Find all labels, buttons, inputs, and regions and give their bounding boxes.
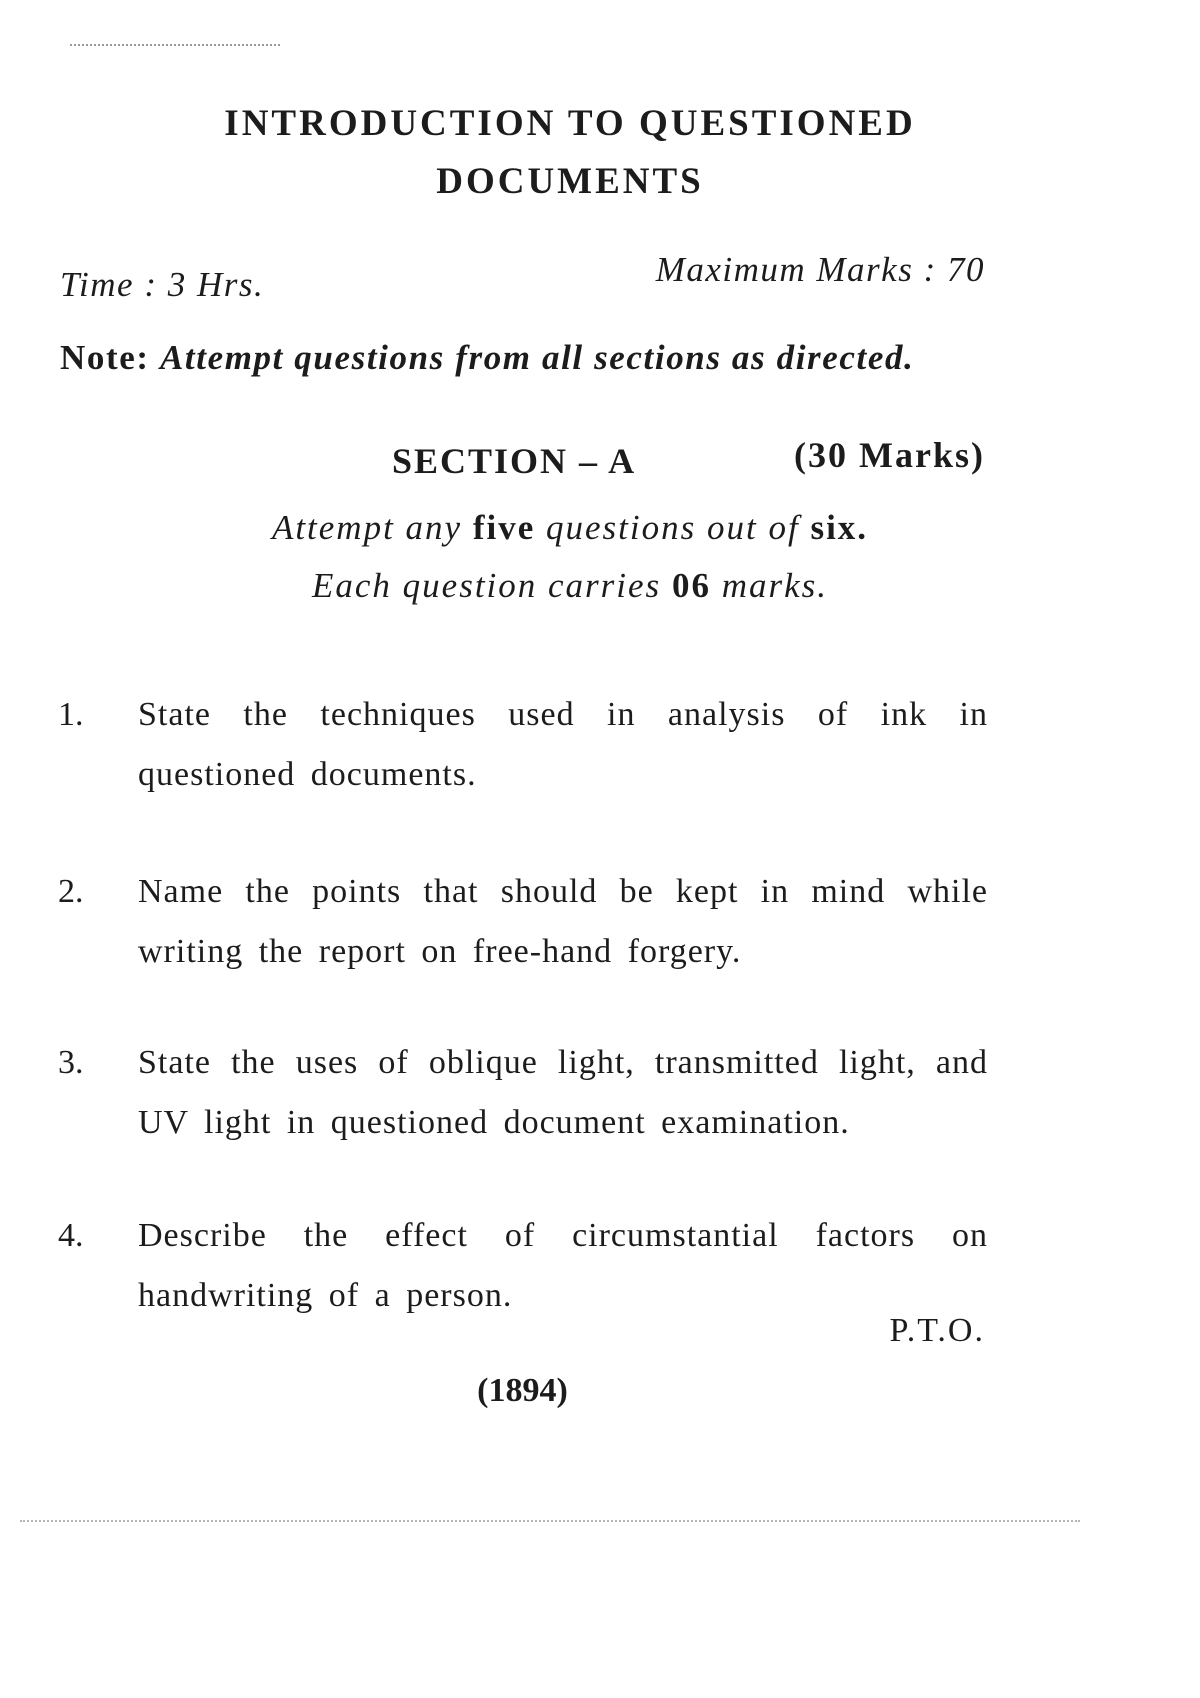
instruction-text: Attempt any (271, 508, 463, 547)
question-number: 3. (58, 1044, 84, 1081)
question-text: State the uses of oblique light, transmitted light, and UV light in questioned document examination. (138, 1044, 988, 1141)
paper-code: (1894) (477, 1372, 568, 1409)
question-number: 4. (58, 1217, 84, 1254)
scan-artifact (70, 44, 280, 52)
exam-time: Time : 3 Hrs. (60, 265, 265, 304)
exam-note (60, 338, 914, 378)
note-label: Note: (60, 338, 150, 377)
document-title-line1: INTRODUCTION TO QUESTIONED (224, 103, 916, 144)
scan-bottom-edge (20, 1520, 1080, 1522)
maximum-marks: Maximum Marks : 70 (655, 250, 985, 289)
note-text: Attempt questions from all sections as directed. (159, 338, 915, 377)
instruction-emphasis: five (472, 508, 536, 547)
instruction-text: questions out of (546, 508, 800, 547)
question-number: 2. (58, 873, 84, 910)
instruction-text: marks. (721, 566, 828, 605)
instruction-emphasis: six. (810, 508, 869, 547)
question-text: Name the points that should be kept in mind while writing the report on free-hand forgery. (138, 873, 988, 970)
question-item (58, 862, 988, 982)
instruction-text: Each question carries (312, 566, 662, 605)
question-item (58, 685, 988, 805)
question-item (58, 1206, 988, 1326)
section-heading: SECTION – A (392, 441, 637, 481)
section-instruction-line1 (0, 508, 1140, 548)
please-turn-over: P.T.O. (889, 1312, 985, 1349)
section-marks: (30 Marks) (794, 435, 985, 475)
question-number: 1. (58, 696, 84, 733)
question-text: Describe the effect of circumstantial factors on handwriting of a person. (138, 1217, 988, 1314)
document-title-line2: DOCUMENTS (436, 161, 704, 202)
question-text: State the techniques used in analysis of ink in questioned documents. (138, 696, 988, 793)
question-item (58, 1033, 988, 1153)
section-instruction-line2 (0, 566, 1140, 606)
instruction-emphasis: 06 (671, 566, 711, 605)
